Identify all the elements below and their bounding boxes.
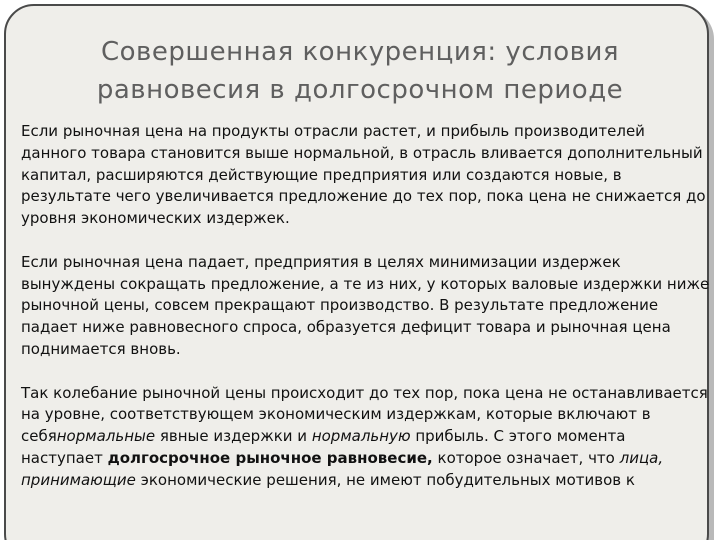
paragraph-price-fall: Если рыночная цена падает, предприятия в целях минимизации издержек вынуждены сокращать предложение, а те из них, у которых валовые издержки ниже рыночной цены, совсем прекращают производство. В результате предложение падает ниже равновесного спроса, образуется дефицит товара и рыночная цена поднимается вновь. [21, 252, 710, 358]
paragraph-text: которое означает, что [432, 448, 620, 467]
paragraph-text: экономические решения, не имеют побудительных мотивов к [135, 470, 635, 489]
slide-body [21, 121, 711, 513]
italic-term-normal-profit: нормальную [311, 427, 411, 446]
paragraph-equilibrium [21, 383, 711, 492]
slide-title [30, 33, 690, 109]
paragraph-text: явные издержки и [155, 427, 312, 446]
title-line-2: равновесия в долгосрочном периоде [96, 75, 624, 105]
title-line-1: Совершенная конкуренция: условия [100, 37, 620, 67]
italic-term-decision-makers: лица, принимающие [21, 448, 664, 489]
italic-term-normal-costs: нормальные [56, 427, 156, 446]
paragraph-text: Так колебание рыночной цены происходит до тех пор, пока цена не останавливается на уровне, соответствующем экономическим издержкам, которые включают в себя [21, 383, 708, 446]
paragraph-text: прибыль. С этого момента наступает [21, 427, 626, 467]
bold-term-long-run-equilibrium: долгосрочное рыночное равновесие, [107, 448, 433, 467]
paragraph-price-rise: Если рыночная цена на продукты отрасли растет, и прибыль производителей данного товара становится выше нормальной, в отрасль вливается дополнительный капитал, расширяются действующие предприятия или создаются новые, в результате чего увеличивается предложение до тех пор, пока цена не снижается до уровня экономических издержек. [21, 122, 706, 228]
